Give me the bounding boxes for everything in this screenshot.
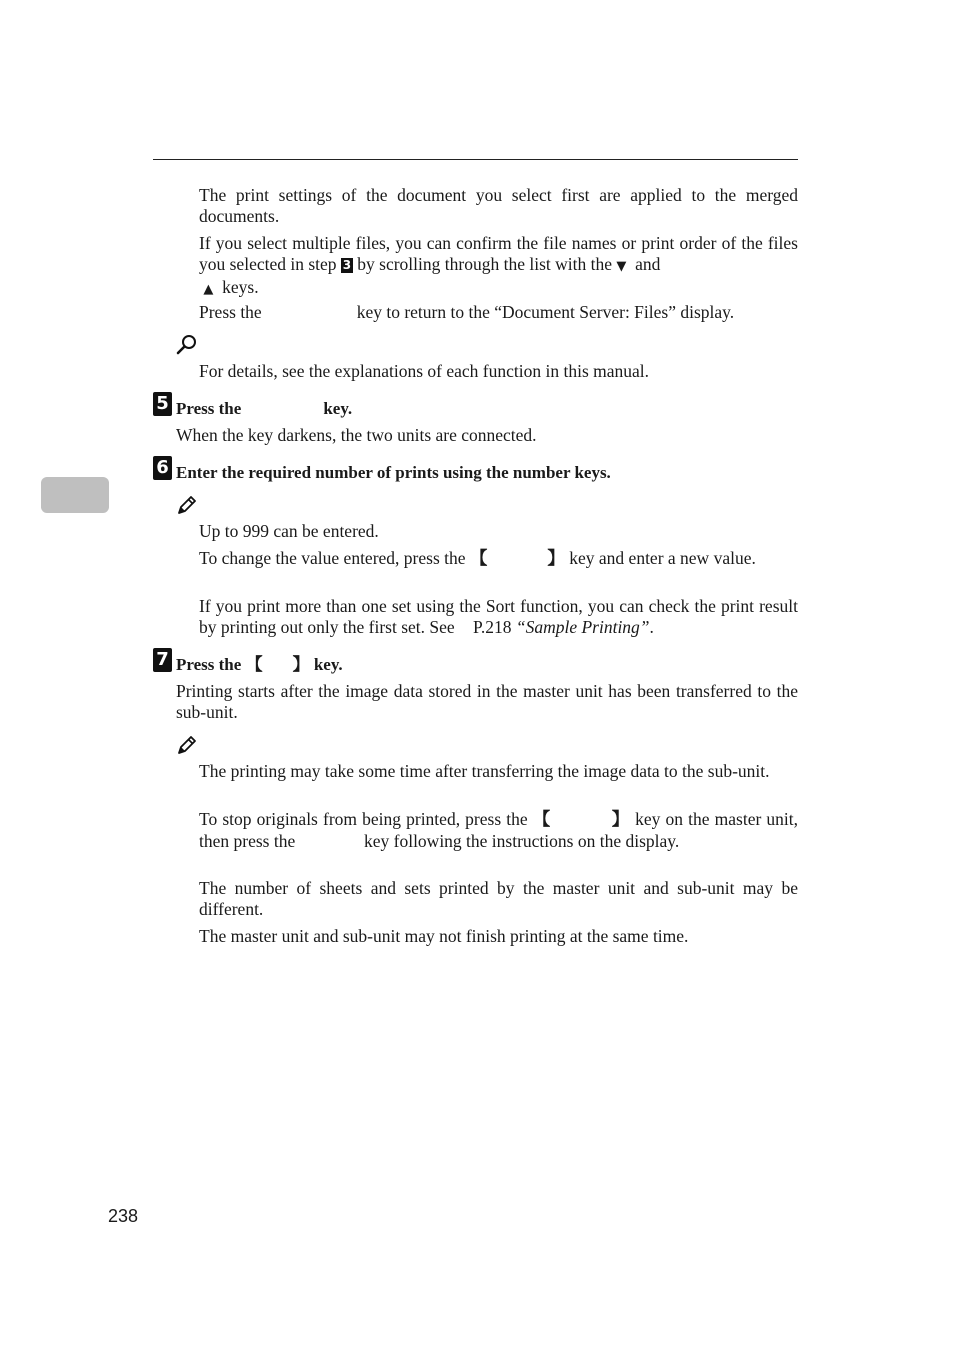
step-5-body: When the key darkens, the two units are connected.	[176, 425, 537, 445]
step-7-badge: 7	[153, 648, 172, 672]
header-rule	[153, 159, 798, 160]
note-return-key: Press the key to return to the “Document Server: Files” display.	[199, 302, 735, 322]
step-5-title: Press the key.	[176, 399, 353, 418]
step-6-note-sort: If you print more than one set using the Sort function, you can check the print result by printing out only the first set. See P.218 “Sample Printing”.	[199, 596, 798, 637]
step-ref-badge: 3	[342, 258, 352, 272]
step-7-note-stop: To stop originals from being printed, press the 【 】 key on the master unit, then press the key following the instructions on the display.	[199, 809, 799, 851]
step-6-note-max: Up to 999 can be entered.	[199, 521, 379, 541]
step-7-note-finish: The master unit and sub-unit may not finish printing at the same time.	[199, 926, 689, 946]
step-7-title: Press the 【 】 key.	[176, 655, 343, 675]
step-6-title: Enter the required number of prints using the number keys.	[176, 463, 611, 482]
note-multiple-files: If you select multiple files, you can confirm the file names or print order of the files you selected in step 3 by scrolling through the list with the ▼ and ▲ keys.	[199, 233, 798, 297]
up-arrow-icon: ▲	[203, 282, 214, 297]
step-6-badge: 6	[153, 456, 172, 480]
step-7-body: Printing starts after the image data stored in the master unit has been transferred to the sub-unit.	[176, 681, 798, 722]
pencil-note-icon	[176, 734, 198, 756]
page-number: 238	[108, 1206, 139, 1226]
down-arrow-icon: ▼	[616, 259, 627, 274]
magnifier-icon	[176, 333, 198, 355]
reference-text: For details, see the explanations of each function in this manual.	[199, 361, 650, 381]
chapter-tab	[41, 477, 109, 513]
step-5-badge: 5	[153, 392, 172, 416]
step-7-note-sheets: The number of sheets and sets printed by the master unit and sub-unit may be different.	[199, 878, 798, 919]
pencil-note-icon	[176, 494, 198, 516]
note-merged-settings: The print settings of the document you select first are applied to the merged documents.	[199, 185, 798, 226]
step-6-note-change: To change the value entered, press the 【 】 key and enter a new value.	[199, 548, 756, 569]
sample-printing-link[interactable]: “Sample Printing”	[515, 617, 650, 637]
page-reference[interactable]: P.218	[473, 617, 512, 637]
step-7-note-time: The printing may take some time after transferring the image data to the sub-unit.	[199, 761, 770, 781]
